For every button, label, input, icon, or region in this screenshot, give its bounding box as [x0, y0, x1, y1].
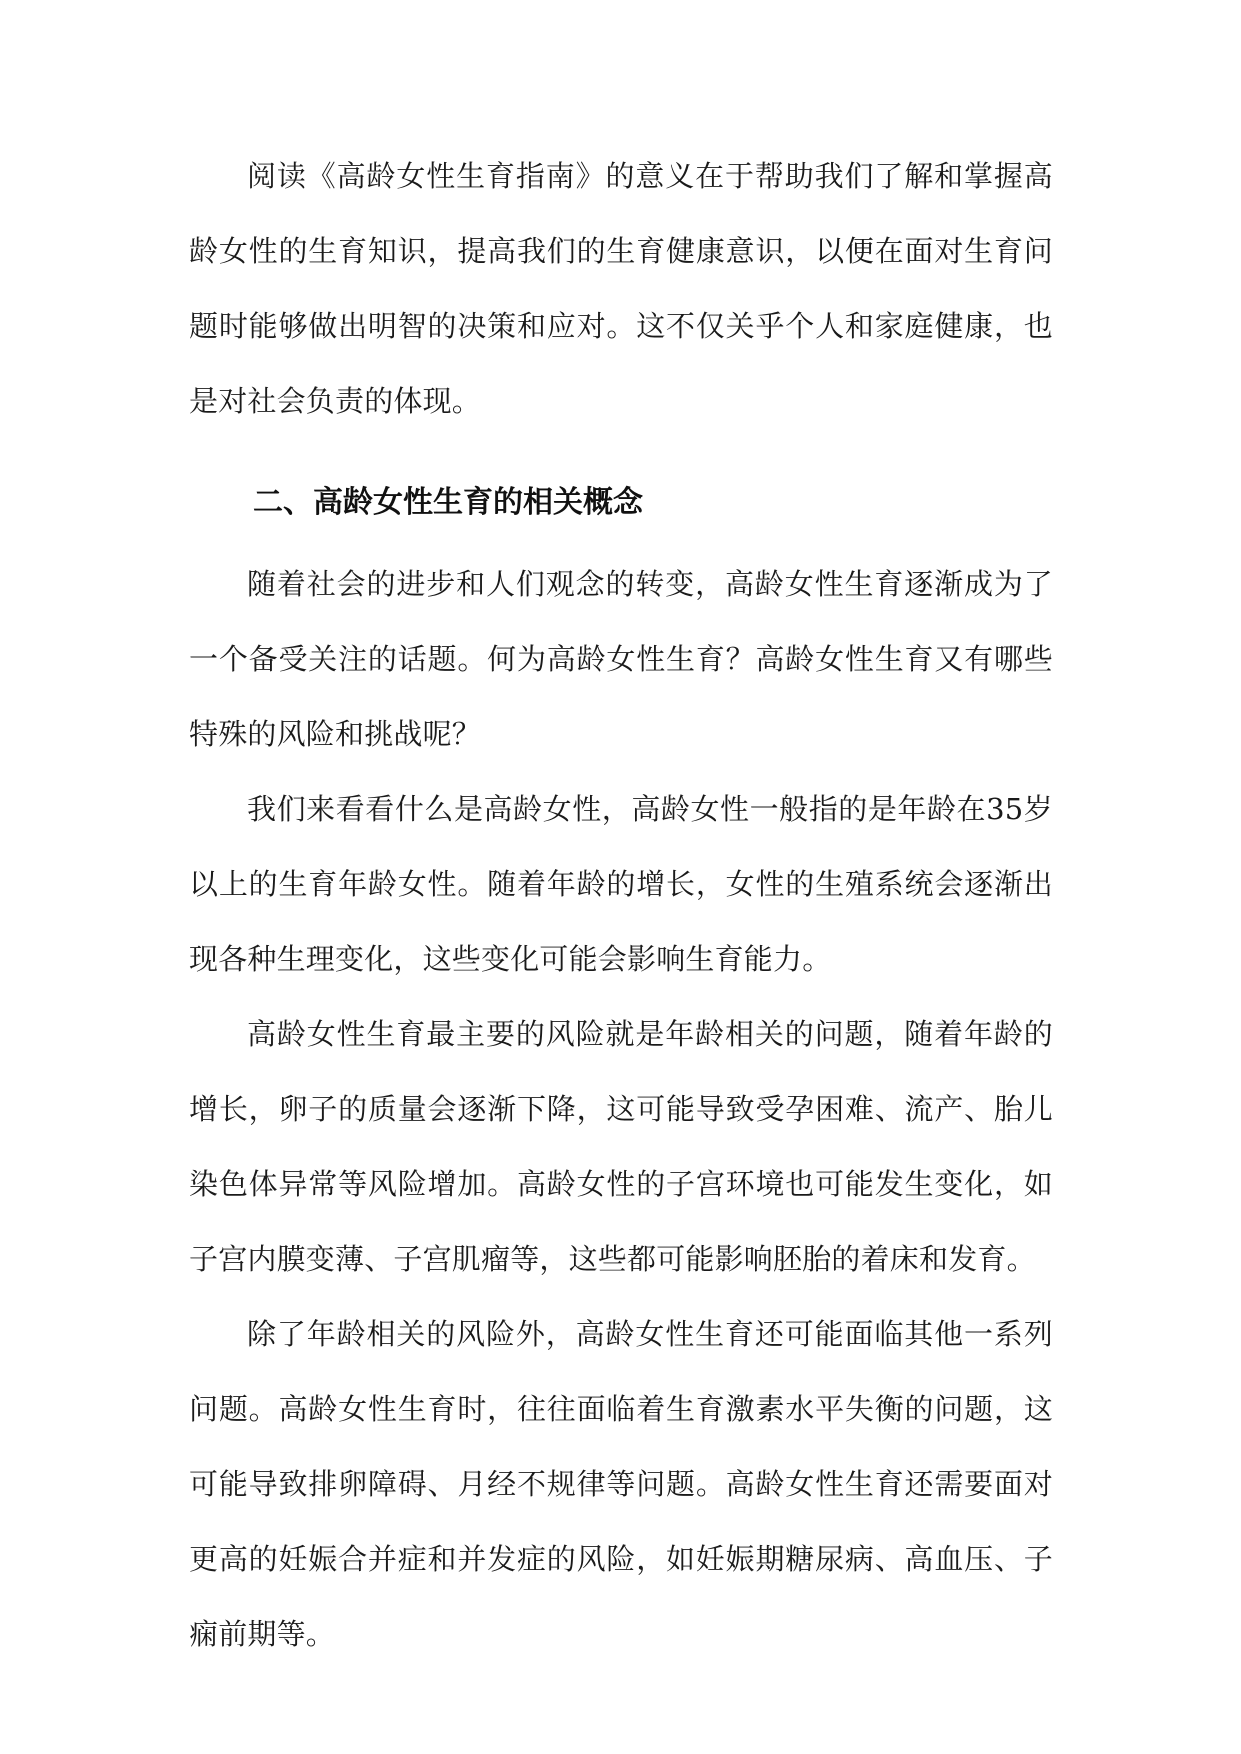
paragraph: 随着社会的进步和人们观念的转变，高龄女性生育逐渐成为了一个备受关注的话题。何为高龄女性生育？高龄女性生育又有哪些特殊的风险和挑战呢？ [189, 567, 1053, 751]
paragraph: 高龄女性生育最主要的风险就是年龄相关的问题，随着年龄的增长，卵子的质量会逐渐下降，这可能导致受孕困难、流产、胎儿染色体异常等风险增加。高龄女性的子宫环境也可能发生变化，如子宫内膜变薄、子宫肌瘤等，这些都可能影响胚胎的着床和发育。 [189, 1017, 1053, 1276]
paragraph: 阅读《高龄女性生育指南》的意义在于帮助我们了解和掌握高龄女性的生育知识，提高我们的生育健康意识，以便在面对生育问题时能够做出明智的决策和应对。这不仅关乎个人和家庭健康，也是对社会负责的体现。 [189, 159, 1053, 418]
section-heading: 二、高龄女性生育的相关概念 [253, 485, 643, 520]
document-body [189, 139, 1053, 1672]
paragraph: 除了年龄相关的风险外，高龄女性生育还可能面临其他一系列问题。高龄女性生育时，往往面临着生育激素水平失衡的问题，这可能导致排卵障碍、月经不规律等问题。高龄女性生育还需要面对更高的妊娠合并症和并发症的风险，如妊娠期糖尿病、高血压、子痫前期等。 [189, 1317, 1053, 1651]
paragraph: 我们来看看什么是高龄女性，高龄女性一般指的是年龄在35岁以上的生育年龄女性。随着年龄的增长，女性的生殖系统会逐渐出现各种生理变化，这些变化可能会影响生育能力。 [189, 792, 1053, 976]
